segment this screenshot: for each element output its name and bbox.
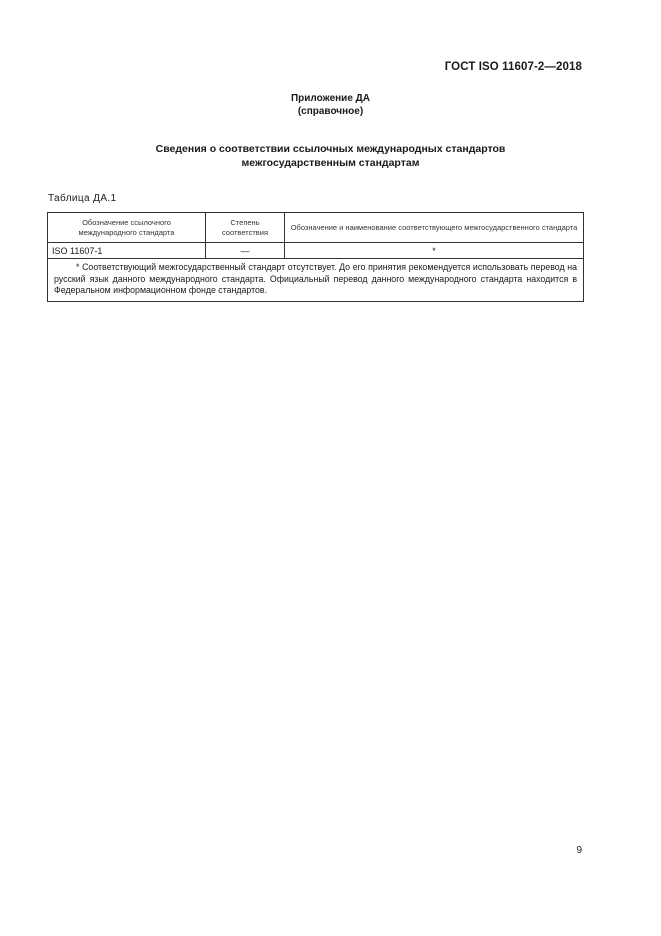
section-heading xyxy=(0,142,661,170)
table-row xyxy=(48,243,584,259)
page-number: 9 xyxy=(576,845,582,856)
column-header-interstate-standard: Обозначение и наименование соответствующего межгосударственного стандарта xyxy=(285,213,584,243)
section-heading-line-2: межгосударственным стандартам xyxy=(241,157,420,169)
annex-subtitle: (справочное) xyxy=(297,106,364,117)
table-caption: Таблица ДА.1 xyxy=(48,193,117,204)
table-footnote-row xyxy=(48,259,584,302)
table-header-row xyxy=(48,213,584,243)
footnote-text: * Соответствующий межгосударственный стандарт отсутствует. До его принятия рекомендуется использовать перевод на русский язык данного международного стандарта. Официальный перевод данного международного стандарта находится в Федеральном информационном фонде стандартов. xyxy=(54,262,577,296)
table-footnote xyxy=(48,259,584,302)
column-header-degree-of-conformity: Степень соответствия xyxy=(206,213,285,243)
section-heading-line-1: Сведения о соответствии ссылочных международных стандартов xyxy=(155,143,506,155)
annex-title: Приложение ДА xyxy=(290,93,371,104)
reference-table xyxy=(47,212,584,302)
table-cell-conformity: — xyxy=(206,243,285,259)
table-cell-interstate: * xyxy=(285,243,584,259)
column-header-international-standard: Обозначение ссылочного международного стандарта xyxy=(48,213,206,243)
document-code: ГОСТ ISO 11607-2—2018 xyxy=(444,61,582,73)
table-cell-standard: ISO 11607-1 xyxy=(48,243,206,259)
